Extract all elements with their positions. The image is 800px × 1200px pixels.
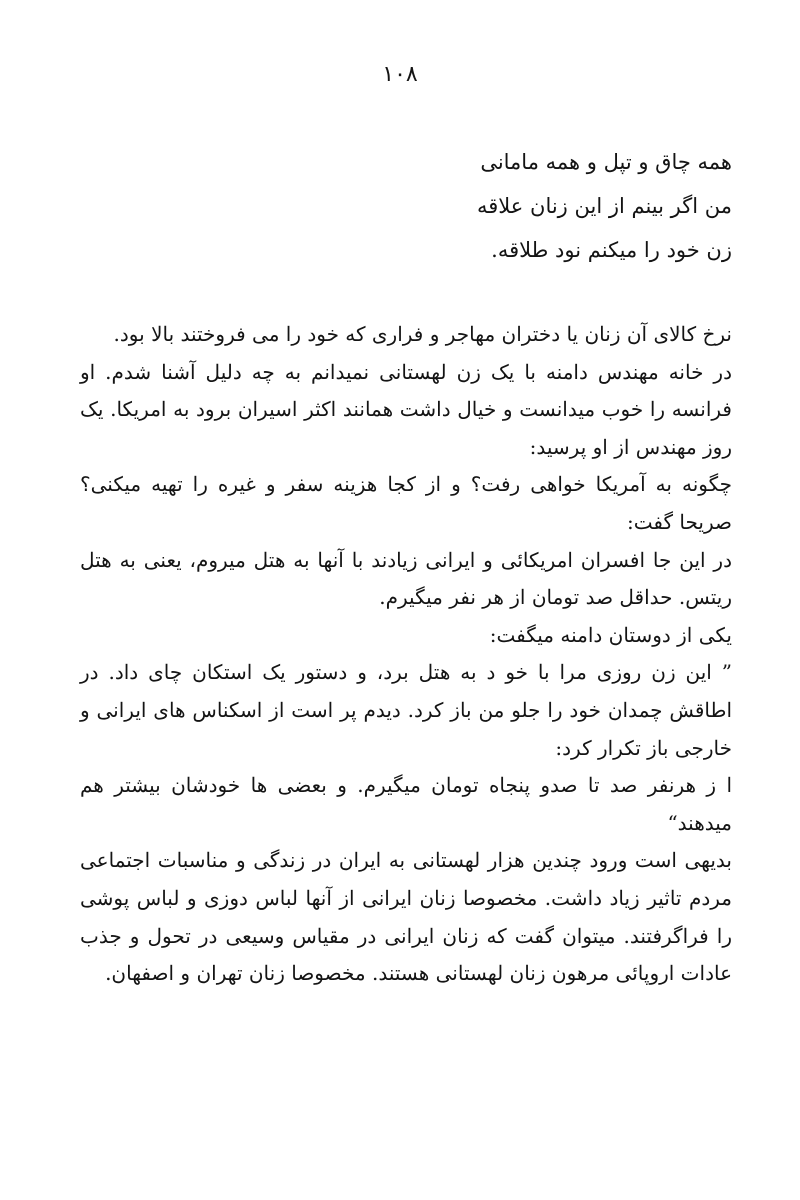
paragraph-7: ا ز هرنفر صد تا صدو پنجاه تومان میگیرم. و بعضی ها خودشان بیشتر هم میدهند“ [80, 773, 732, 835]
poem-line-1: همه چاق و تپل و همه مامانی [480, 150, 732, 174]
paragraph-1: نرخ کالای آن زنان یا دختران مهاجر و فراری که خود را می فروختند بالا بود. [113, 322, 732, 346]
paragraph-2: در خانه مهندس دامنه با یک زن لهستانی نمیدانم به چه دلیل آشنا شدم. او فرانسه را خوب میدانست و خیال داشت همانند اکثر اسیران برود به امریکا. یک روز مهندس از او پرسید: [80, 359, 732, 459]
poem-line-2: من اگر بینم از این زنان علاقه [476, 194, 732, 218]
paragraph-4: در این جا افسران امریکائی و ایرانی زیادند با آنها به هتل میروم، یعنی به هتل ریتس. حداقل صد تومان از هر نفر میگیرم. [80, 547, 732, 610]
paragraph-3: چگونه به آمریکا خواهی رفت؟ و از کجا هزینه سفر و غیره را تهیه میکنی؟ صریحا گفت: [80, 472, 732, 534]
paragraph-8: بدیهی است ورود چندین هزار لهستانی به ایران در زندگی و مناسبات اجتماعی مردم تاثیر زیاد داشت. مخصوصا زنان ایرانی از آنها لباس دوزی و لباس پوشی را فراگرفتند. میتوان گفت که زنان ایرانی در مقیاس وسیعی در تحول و جذب عادات اروپائی مرهون زنان لهستانی هستند. مخصوصا زنان تهران و اصفهان. [80, 848, 732, 986]
page-number: ١٠٨ [382, 62, 418, 87]
poem-block [432, 140, 732, 272]
poem-line-3: زن خود را میکنم نود طلاقه. [491, 238, 732, 262]
body-text [80, 316, 732, 993]
paragraph-5: یکی از دوستان دامنه میگفت: [489, 622, 732, 647]
paragraph-6: ” این زن روزی مرا با خو د به هتل برد، و دستور یک استکان چای داد. در اطاقش چمدان خود را جلو من باز کرد. دیدم پر است از اسکناس های ایرانی و خارجی باز تکرار کرد: [80, 660, 732, 760]
